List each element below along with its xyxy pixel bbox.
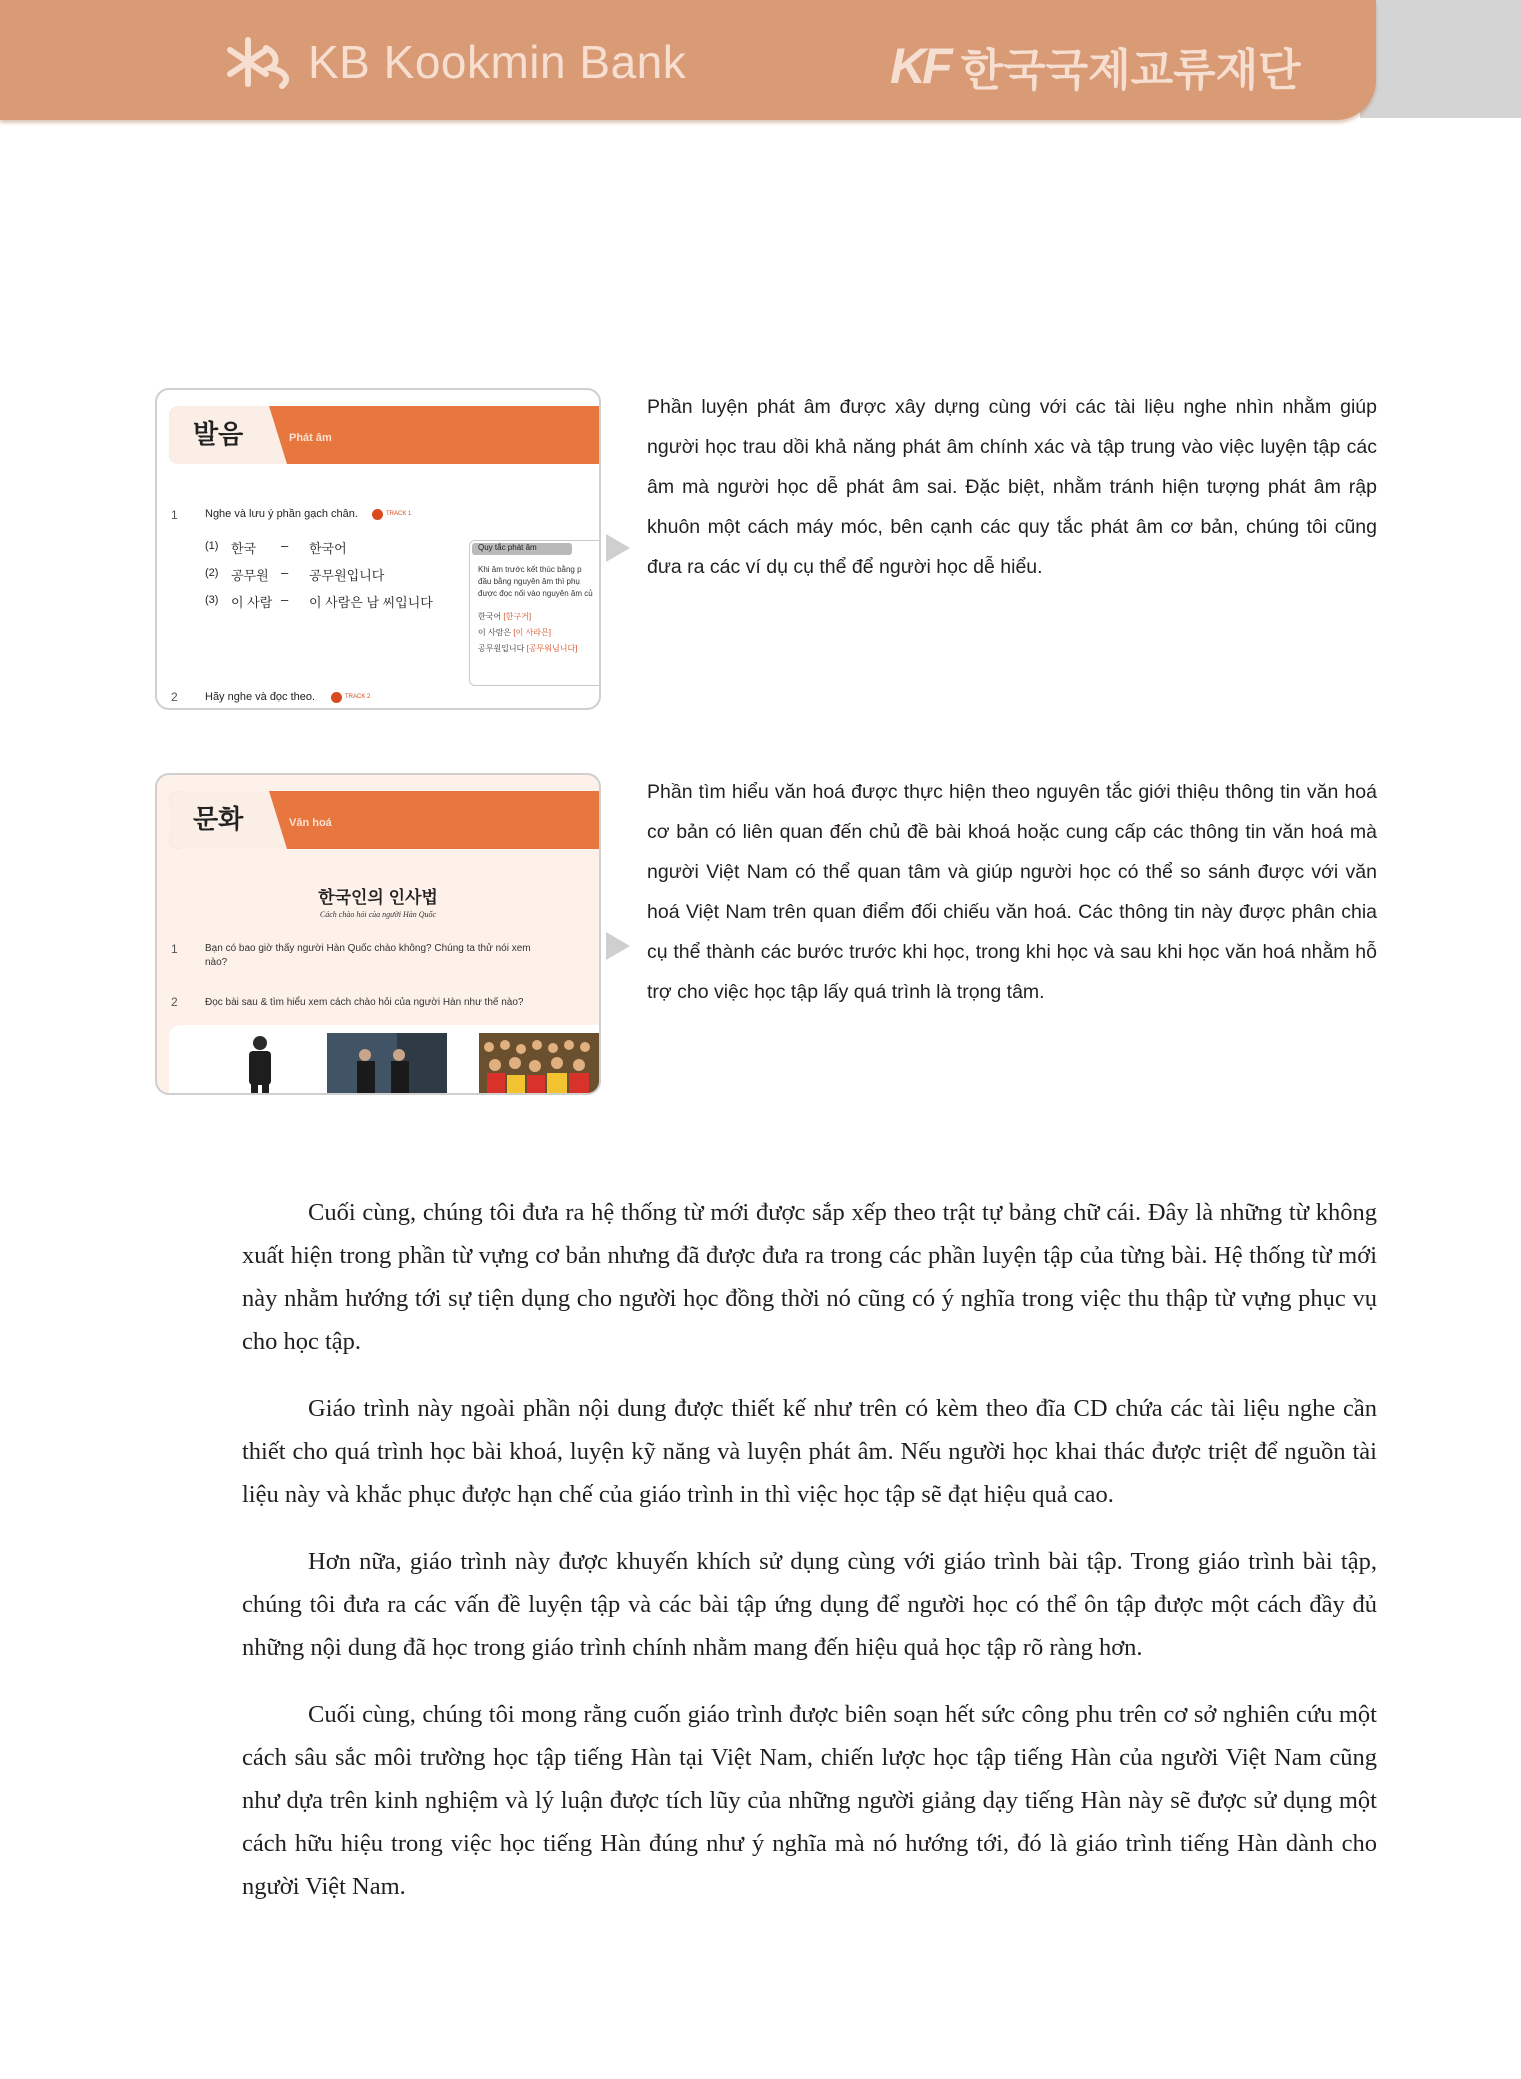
audio-track-icon [372,509,383,520]
row-phrase: 공무원입니다 [309,568,385,583]
section-title-vi: Văn hoá [289,817,332,829]
section-title-ko: 문화 [193,804,244,834]
item-number: 1 [171,942,178,956]
row-dash: – [281,538,289,553]
rule-example: 공무원입니다 [공무워님니다] [478,644,578,653]
row-word: 한국 [231,541,257,556]
paragraph-conclusion: Cuối cùng, chúng tôi mong rằng cuốn giáo trình được biên soạn hết sức công phu trên cơ sở nghiên cứu một cách sâu sắc môi trường học tập tiếng Hàn tại Việt Nam, chiến lược học tập tiếng Hàn của người Việt Nam cũng như dựa trên kinh nghiệm và lý luận được tích lũy của những người giảng dạy tiếng Hàn này sẽ được sử dụng một cách hữu hiệu trong việc học tiếng Hàn đúng như ý nghĩa mà nó hướng tới, đó là giáo trình tiếng Hàn dành cho người Việt Nam. [242,1701,1377,1900]
item-number: 2 [171,690,178,704]
culture-heading: 한국인의 인사법 [318,888,438,907]
row-word: 이 사람 [231,595,273,610]
row-number: (3) [205,594,219,606]
track-label: TRACK 2 [345,694,371,700]
kf-name: 한국국제교류재단 [960,46,1301,95]
arrow-right-icon [606,534,630,562]
rule-box-header: Quy tắc phát âm [472,543,572,555]
row-dash: – [281,592,289,607]
tab-slant [257,791,287,849]
kb-star-icon [226,34,296,90]
tab-slant [257,406,287,464]
photo-crowd [479,1033,599,1093]
rule-example: 한국어 [한구거] [478,612,532,621]
paragraph-cd: Giáo trình này ngoài phần nội dung được thiết kế như trên có kèm theo đĩa CD chứa các tài liệu nghe cần thiết cho quá trình học bài khoá, luyện kỹ năng và luyện phát âm. Nếu người học khai thác được triệt để nguồn tài liệu này và khắc phục được hạn chế của giáo trình in thì việc học tập sẽ đạt hiệu quả cao. [242,1395,1377,1508]
kf-mark: KF [890,38,949,94]
korea-foundation-logo [890,34,1301,98]
row-dash: – [281,565,289,580]
paragraph-workbook: Hơn nữa, giáo trình này được khuyến khích sử dụng cùng với giáo trình bài tập. Trong giáo trình bài tập, chúng tôi đưa ra các vấn đề luyện tập và các bài tập ứng dụng để người học có thể ôn tập được một cách đầy đủ những nội dung đã học trong giáo trình chính nhằm mang đến hiệu quả học tập rõ ràng hơn. [242,1548,1377,1661]
photo-strip [169,1025,599,1093]
item-question: Bạn có bao giờ thấy người Hàn Quốc chào không? Chúng ta thử nói xem [205,943,531,954]
item-instruction: Đọc bài sau & tìm hiểu xem cách chào hỏi của người Hàn như thế nào? [205,997,524,1008]
item-instruction: Hãy nghe và đọc theo. [205,691,316,703]
arrow-right-icon [606,932,630,960]
audio-track-icon [331,692,342,703]
item-number: 2 [171,995,178,1009]
section-title-ko: 발음 [193,419,244,449]
photo-bowing-man [205,1033,315,1093]
culture-description: Phần tìm hiểu văn hoá được thực hiện theo nguyên tắc giới thiệu thông tin văn hoá cơ bản có liên quan đến chủ đề bài khoá hoặc cung cấp các thông tin văn hoá mà người Việt Nam có thể quan tâm và giúp người học có thể so sánh được với văn hoá Việt Nam trên quan điểm đối chiếu văn hoá. Các thông tin này được phân chia cụ thể thành các bước trước khi học, trong khi học và sau khi học văn hoá nhằm hỗ trợ cho việc học tập lấy quá trình là trọng tâm. [647,781,1377,1003]
pronunciation-rule-box [469,540,601,686]
rule-line: Khi âm trước kết thúc bằng p [478,565,582,574]
rule-line: được đọc nối vào nguyên âm củ [478,589,593,598]
row-phrase: 이 사람은 남 씨입니다 [309,595,433,610]
row-number: (1) [205,540,219,552]
photo-handshake [327,1033,447,1093]
kb-kookmin-logo [226,34,686,90]
track-label: TRACK 1 [386,511,412,517]
row-word: 공무원 [231,568,269,583]
row-number: (2) [205,567,219,579]
kb-logo-text: KB Kookmin Bank [308,36,687,88]
pronunciation-thumbnail [155,388,601,710]
pronunciation-description: Phần luyện phát âm được xây dựng cùng với các tài liệu nghe nhìn nhằm giúp người học trau dồi khả năng phát âm chính xác và tập trung vào việc luyện tập các âm mà người học dễ phát âm sai. Đặc biệt, nhằm tránh hiện tượng phát âm rập khuôn một cách máy móc, bên cạnh các quy tắc phát âm cơ bản, chúng tôi cũng đưa ra các ví dụ cụ thể để người học dễ hiểu. [647,396,1377,578]
header-gray-strip [1360,0,1521,118]
culture-subheading: Cách chào hỏi của người Hàn Quốc [319,910,437,919]
item-number: 1 [171,508,178,522]
paragraph-vocabulary: Cuối cùng, chúng tôi đưa ra hệ thống từ mới được sắp xếp theo trật tự bảng chữ cái. Đây là những từ không xuất hiện trong phần từ vựng cơ bản nhưng đã được đưa ra trong các phần luyện tập của từng bài. Hệ thống từ mới này nhằm hướng tới sự tiện dụng cho người học đồng thời nó cũng có ý nghĩa trong việc thu thập từ vựng phục vụ cho học tập. [242,1199,1377,1355]
item-question-cont: nào? [205,957,228,968]
row-phrase: 한국어 [309,541,347,556]
item-instruction: Nghe và lưu ý phần gạch chân. [205,508,358,520]
section-title-vi: Phát âm [289,432,332,444]
page-header [0,0,1376,120]
rule-line: đầu bằng nguyên âm thì phụ [478,577,580,586]
culture-thumbnail [155,773,601,1095]
rule-example: 이 사람은 [이 사라믄] [478,628,551,637]
